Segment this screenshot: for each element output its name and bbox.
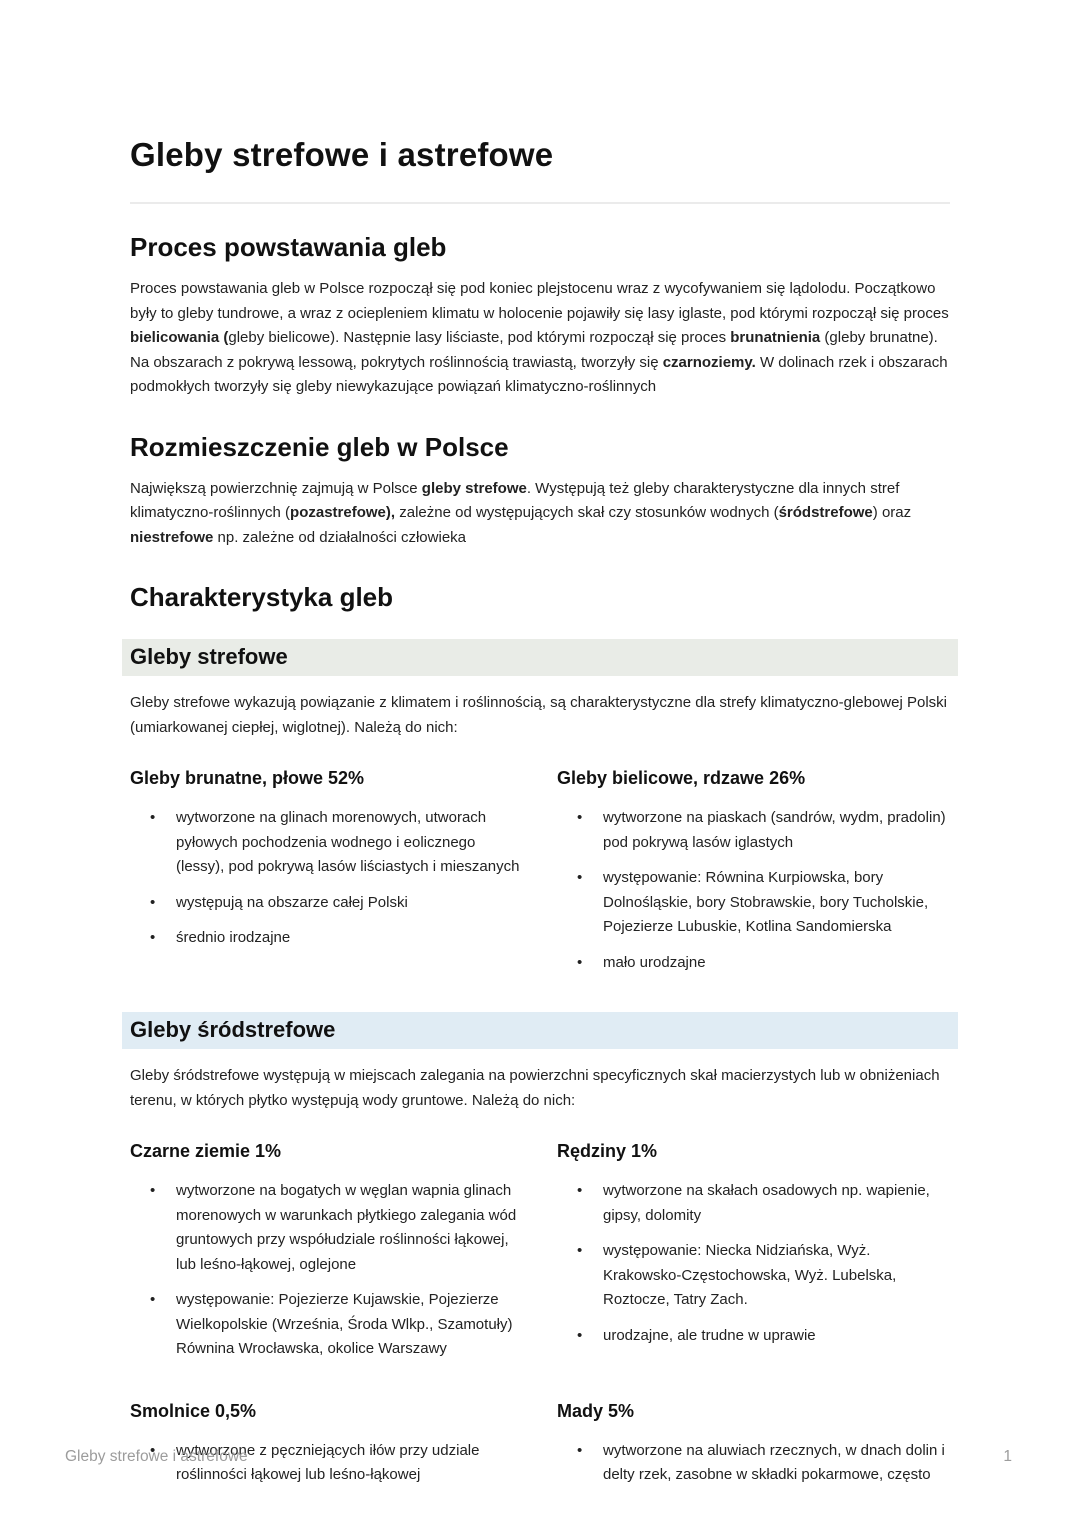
subsection-heading-gleby-srodstrefowe: Gleby śródstrefowe — [122, 1012, 958, 1049]
list-item: • wytworzone na glinach morenowych, utworach pyłowych pochodzenia wodnego i eolicznego (lessy), pod pokrywą lasów liściastych i mieszanych — [150, 806, 523, 880]
subsection-heading-gleby-strefowe: Gleby strefowe — [122, 639, 958, 676]
list-item: • występują na obszarze całej Polski — [150, 891, 523, 916]
section-heading-proces: Proces powstawania gleb — [130, 232, 447, 262]
page-footer — [65, 1448, 1012, 1466]
section-rozmieszczenie-gleb — [130, 432, 950, 551]
soil-type-czarne-ziemie — [130, 1141, 523, 1373]
soil-bullets-czarne-ziemie — [130, 1179, 523, 1362]
soil-heading-bielicowe: Gleby bielicowe, rdzawe 26% — [557, 768, 806, 788]
soil-bullets-bielicowe — [557, 806, 950, 975]
soil-type-gleby-brunatne — [130, 768, 523, 986]
soil-type-redziny — [557, 1141, 950, 1373]
footer-document-title: Gleby strefowe i astrefowe — [65, 1448, 248, 1465]
soil-bullets-brunatne — [130, 806, 523, 951]
section-heading-charakterystyka: Charakterystyka gleb — [130, 582, 394, 612]
soil-heading-smolnice: Smolnice 0,5% — [130, 1400, 257, 1421]
soil-bullets-redziny — [557, 1179, 950, 1348]
soil-heading-redziny: Rędziny 1% — [557, 1141, 658, 1161]
soil-heading-czarne-ziemie: Czarne ziemie 1% — [130, 1141, 282, 1161]
list-item: • występowanie: Pojezierze Kujawskie, Pojezierze Wielkopolskie (Września, Środa Wlkp., Szamotuły) Równina Wrocławska, okolice Warszawy — [150, 1288, 523, 1362]
list-item: • urodzajne, ale trudne w uprawie — [577, 1324, 950, 1349]
section-paragraph-proces: Proces powstawania gleb w Polsce rozpoczął się pod koniec plejstocenu wraz z wycofywaniem się lądolodu. Początkowo były to gleby tundrowe, a wraz z ociepleniem klimatu w holocenie pojawiły się lasy iglaste, pod którymi rozpoczął się proces bielicowania (gleby bielicowe). Następnie lasy liściaste, pod którymi rozpoczął się proces brunatnienia (gleby brunatne). Na obszarach z pokrywą lessową, pokrytych roślinnością trawiastą, tworzyły się czarnoziemy. W dolinach rzek i obszarach podmokłych tworzyły się gleby niewykazujące powiązań klimatyczno-roślinnych — [130, 280, 949, 395]
list-item: • wytworzone na piaskach (sandrów, wydm, pradolin) pod pokrywą lasów iglastych — [577, 806, 950, 855]
list-item: • wytworzone na skałach osadowych np. wapienie, gipsy, dolomity — [577, 1179, 950, 1228]
page-content — [130, 0, 950, 1499]
list-item: • mało urodzajne — [577, 951, 950, 976]
page-title: Gleby strefowe i astrefowe — [130, 136, 554, 173]
list-item: • występowanie: Równina Kurpiowska, bory Dolnośląskie, bory Stobrawskie, bory Tucholskie, Pojezierze Lubuskie, Kotlina Sandomierska — [577, 866, 950, 940]
soil-heading-mady: Mady 5% — [557, 1400, 635, 1421]
section-charakterystyka-gleb — [130, 582, 950, 1499]
subsection-intro-gleby-srodstrefowe: Gleby śródstrefowe występują w miejscach zalegania na powierzchni specyficznych skał macierzystych lub w obniżeniach terenu, w których płytko występują wody gruntowe. Należą do nich: — [130, 1067, 940, 1109]
title-divider — [130, 202, 950, 204]
soil-type-gleby-bielicowe — [557, 768, 950, 986]
list-item: • średnio irodzajne — [150, 926, 523, 951]
list-item: • wytworzone na aluwiach rzecznych, w dnach dolin i delty rzek, zasobne w składki pokarmowe, często — [577, 1439, 950, 1488]
footer-page-number: 1 — [1003, 1448, 1012, 1465]
subsection-intro-gleby-strefowe: Gleby strefowe wykazują powiązanie z klimatem i roślinnością, są charakterystyczne dla strefy klimatyczno-glebowej Polski (umiarkowanej ciepłej, wiglotnej). Należą do nich: — [130, 694, 947, 736]
section-heading-rozmieszczenie: Rozmieszczenie gleb w Polsce — [130, 431, 509, 462]
section-paragraph-rozmieszczenie: Największą powierzchnię zajmują w Polsce gleby strefowe. Występują też gleby charakterystyczne dla innych stref klimatyczno-roślinnych (pozastrefowe), zależne od występujących skał czy stosunków wodnych (śródstrefowe) oraz niestrefowe np. zależne od działalności człowieka — [130, 479, 912, 546]
soil-heading-brunatne: Gleby brunatne, płowe 52% — [130, 768, 365, 788]
soil-columns-srodstrefowe-row1 — [130, 1141, 950, 1373]
list-item: • wytworzone z pęczniejących iłów przy udziale roślinności łąkowej lub leśno-łąkowej — [150, 1439, 523, 1488]
section-proces-powstawania-gleb — [130, 232, 950, 400]
list-item: • wytworzone na bogatych w węglan wapnia glinach morenowych w warunkach płytkiego zalegania wód gruntowych przy współudziale roślinności łąkowej, lub leśno-łąkowej, oglejone — [150, 1179, 523, 1277]
soil-columns-strefowe — [130, 768, 950, 986]
list-item: • występowanie: Niecka Nidziańska, Wyż. Krakowsko-Częstochowska, Wyż. Lubelska, Roztocze, Tatry Zach. — [577, 1239, 950, 1313]
